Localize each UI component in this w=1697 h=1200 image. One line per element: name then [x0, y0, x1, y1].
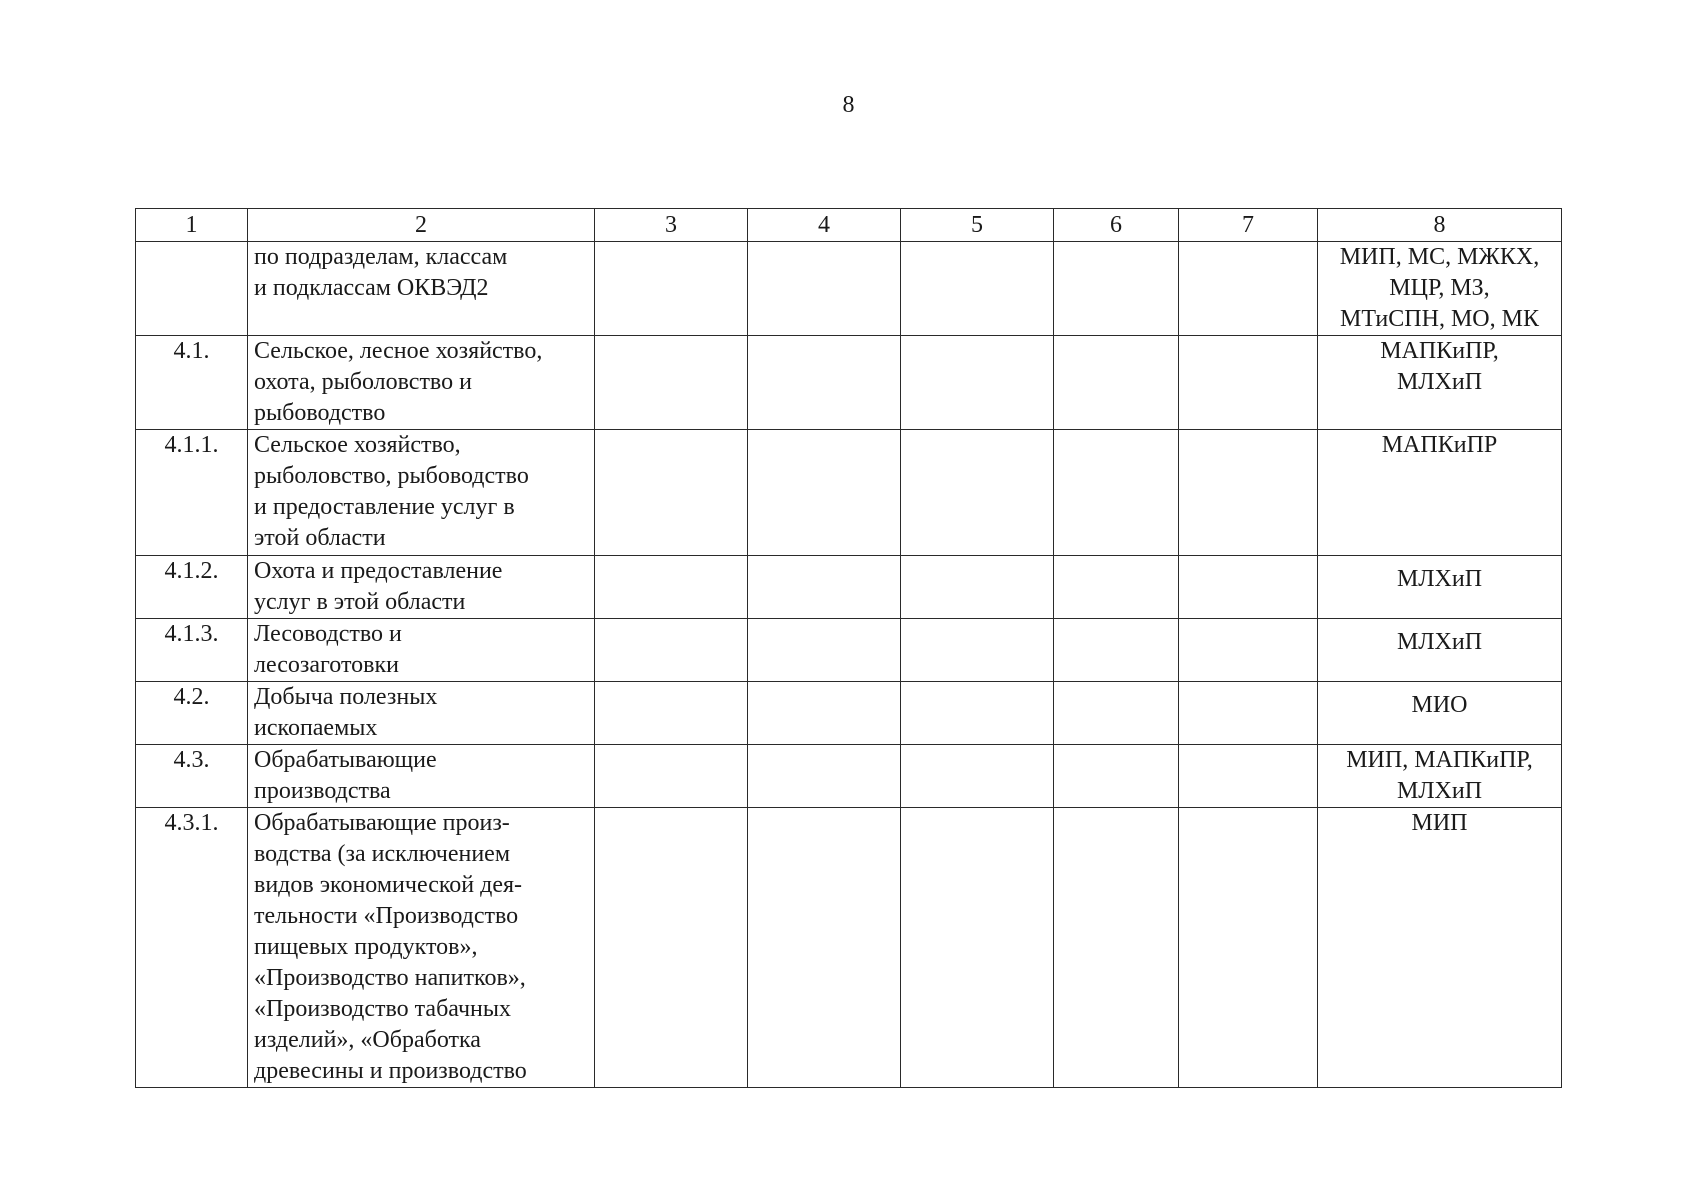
empty-cell — [1054, 242, 1179, 336]
empty-cell — [901, 619, 1054, 682]
row-org-line: МЛХиП — [1396, 629, 1483, 655]
empty-cell — [1179, 808, 1318, 1088]
row-organization — [1318, 682, 1562, 745]
row-org-line: МЦР, МЗ, — [1389, 275, 1490, 301]
table-row — [136, 556, 1562, 619]
empty-cell — [595, 242, 748, 336]
empty-cell — [1054, 430, 1179, 556]
empty-cell — [748, 682, 901, 745]
empty-cell — [748, 619, 901, 682]
row-name-line: рыбоводство — [254, 400, 386, 426]
empty-cell — [748, 242, 901, 336]
row-name — [248, 808, 595, 1088]
row-number: 4.1.2. — [136, 556, 248, 619]
empty-cell — [901, 430, 1054, 556]
header-cell-6: 6 — [1054, 209, 1179, 242]
empty-cell — [748, 745, 901, 808]
row-name-line: «Производство табачных — [254, 996, 512, 1022]
row-number: 4.1. — [136, 336, 248, 430]
empty-cell — [901, 556, 1054, 619]
table-row — [136, 745, 1562, 808]
row-name-line: Сельское, лесное хозяйство, — [254, 338, 543, 364]
header-cell-8: 8 — [1318, 209, 1562, 242]
row-name-line: рыболовство, рыбоводство — [254, 463, 529, 489]
row-name — [248, 556, 595, 619]
empty-cell — [595, 430, 748, 556]
empty-cell — [1054, 556, 1179, 619]
row-name — [248, 336, 595, 430]
row-org-line: МИП — [1411, 810, 1468, 836]
row-name — [248, 619, 595, 682]
row-organization — [1318, 242, 1562, 336]
table-row — [136, 682, 1562, 745]
empty-cell — [595, 619, 748, 682]
row-organization — [1318, 619, 1562, 682]
empty-cell — [595, 336, 748, 430]
data-table — [135, 208, 1562, 1088]
table-row — [136, 619, 1562, 682]
empty-cell — [1054, 682, 1179, 745]
row-name — [248, 745, 595, 808]
empty-cell — [1054, 745, 1179, 808]
row-name-line: этой области — [254, 525, 386, 551]
row-org-line: МАПКиПР, — [1380, 338, 1499, 364]
row-name-line: производства — [254, 778, 391, 804]
empty-cell — [1179, 336, 1318, 430]
row-name-line: Сельское хозяйство, — [254, 432, 461, 458]
empty-cell — [595, 745, 748, 808]
row-name-line: древесины и производство — [254, 1058, 527, 1084]
empty-cell — [1054, 808, 1179, 1088]
row-name-line: охота, рыболовство и — [254, 369, 472, 395]
header-cell-2: 2 — [248, 209, 595, 242]
row-name-line: пищевых продуктов», — [254, 934, 478, 960]
row-number — [136, 242, 248, 336]
row-number: 4.1.1. — [136, 430, 248, 556]
row-name-line: видов экономической дея- — [254, 872, 523, 898]
row-name-line: изделий», «Обработка — [254, 1027, 481, 1053]
row-name-line: ископаемых — [254, 715, 378, 741]
header-row — [136, 209, 1562, 242]
header-cell-5: 5 — [901, 209, 1054, 242]
table-row — [136, 242, 1562, 336]
row-name-line: Лесоводство и — [254, 621, 402, 647]
empty-cell — [901, 682, 1054, 745]
row-org-line: МАПКиПР — [1381, 432, 1498, 458]
row-org-line: МЛХиП — [1396, 566, 1483, 592]
header-cell-4: 4 — [748, 209, 901, 242]
row-name-line: услуг в этой области — [254, 589, 466, 615]
row-name-line: по подразделам, классам — [254, 244, 508, 270]
row-name — [248, 682, 595, 745]
empty-cell — [748, 808, 901, 1088]
row-number: 4.1.3. — [136, 619, 248, 682]
header-cell-1: 1 — [136, 209, 248, 242]
row-organization — [1318, 556, 1562, 619]
empty-cell — [901, 336, 1054, 430]
empty-cell — [595, 808, 748, 1088]
row-name-line: водства (за исключением — [254, 841, 511, 867]
row-organization — [1318, 430, 1562, 556]
row-name-line: Обрабатывающие — [254, 747, 437, 773]
row-name — [248, 242, 595, 336]
row-name-line: тельности «Производство — [254, 903, 519, 929]
row-organization — [1318, 336, 1562, 430]
empty-cell — [1179, 619, 1318, 682]
row-name-line: Охота и предоставление — [254, 558, 503, 584]
empty-cell — [748, 430, 901, 556]
empty-cell — [748, 336, 901, 430]
row-org-line: МИП, МС, МЖКХ, — [1339, 244, 1540, 270]
row-number: 4.2. — [136, 682, 248, 745]
row-number: 4.3.1. — [136, 808, 248, 1088]
empty-cell — [595, 682, 748, 745]
empty-cell — [748, 556, 901, 619]
empty-cell — [1054, 619, 1179, 682]
table-row — [136, 808, 1562, 1088]
empty-cell — [1054, 336, 1179, 430]
row-org-line: МИП, МАПКиПР, — [1346, 747, 1533, 773]
header-cell-3: 3 — [595, 209, 748, 242]
row-org-line: МТиСПН, МО, МК — [1340, 306, 1539, 332]
row-organization — [1318, 745, 1562, 808]
empty-cell — [1179, 556, 1318, 619]
empty-cell — [901, 745, 1054, 808]
empty-cell — [595, 556, 748, 619]
row-name-line: Обрабатывающие произ- — [254, 810, 510, 836]
empty-cell — [1179, 745, 1318, 808]
row-org-line: МИО — [1411, 692, 1468, 718]
empty-cell — [1179, 682, 1318, 745]
row-name-line: «Производство напитков», — [254, 965, 526, 991]
empty-cell — [1179, 430, 1318, 556]
row-org-line: МЛХиП — [1396, 369, 1483, 395]
row-name-line: Добыча полезных — [254, 684, 438, 710]
row-name-line: и предоставление услуг в — [254, 494, 515, 520]
row-organization — [1318, 808, 1562, 1088]
row-name-line: лесозаготовки — [254, 652, 399, 678]
row-org-line: МЛХиП — [1396, 778, 1483, 804]
table-row — [136, 430, 1562, 556]
header-cell-7: 7 — [1179, 209, 1318, 242]
empty-cell — [901, 242, 1054, 336]
empty-cell — [1179, 242, 1318, 336]
empty-cell — [901, 808, 1054, 1088]
table-row — [136, 336, 1562, 430]
row-name — [248, 430, 595, 556]
row-number: 4.3. — [136, 745, 248, 808]
page-number: 8 — [842, 92, 855, 118]
row-name-line: и подклассам ОКВЭД2 — [254, 275, 489, 301]
